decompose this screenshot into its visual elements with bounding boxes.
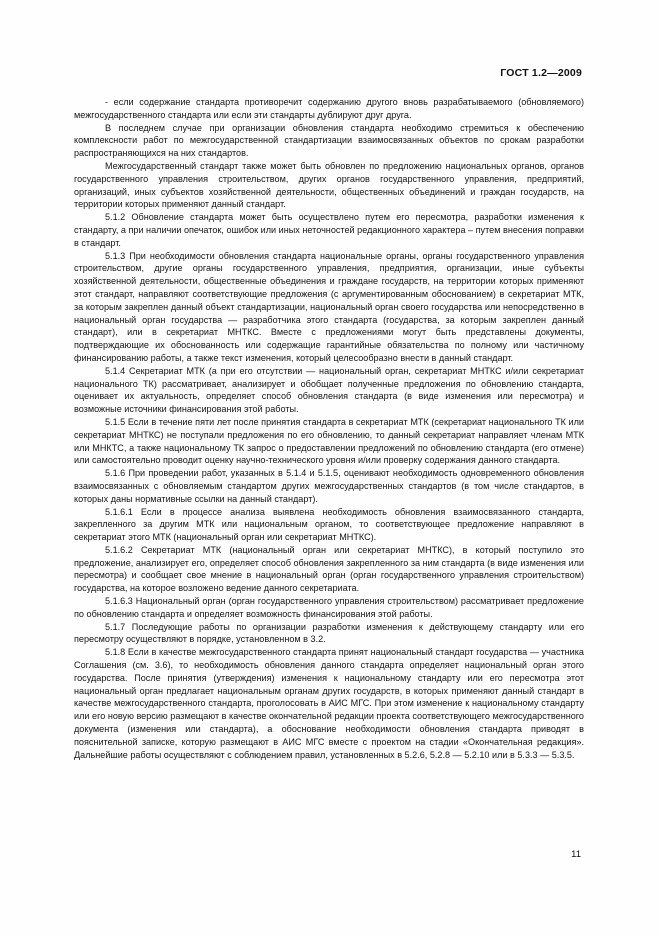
clause-5-1-3: 5.1.3 При необходимости обновления стандарта национальные органы, органы государственного управления строительством, другие органы государственного управления, предприятия, организации, иные субъекты хозяйственной деятельности, общественные объединения и граждане государств, на территории которых применяют этот стандарт, направляют соответствующие предложения (с аргументированным обоснованием) в секретариат МТК, за которым закреплен данный объект стандартизации, национальный орган своего государства или непосредственно в национальный орган государства — разработчика этого стандарта (государства, за которым закреплен данный стандарт), или в секретариат МНТКС. Вместе с предложениями могут быть представлены документы, подтверждающие их обоснованность или содержащие гарантийные обязательства по полному или частичному финансированию работы, а также текст изменения, который целесообразно внести в данный стандарт. <box>74 250 584 363</box>
paragraph: В последнем случае при организации обновления стандарта необходимо стремиться к обеспечению комплексности работ по межгосударственной стандартизации взаимосвязанных объектов по срокам разработки распространяющихся на них стандартов. <box>74 122 584 159</box>
paragraph: Межгосударственный стандарт также может быть обновлен по предложению национальных органов, органов государственного управления строительством, других органов государственного управления, предприятий, организаций, иных субъектов хозяйственной деятельности, общественных объединений и граждан государств, на территории которых применяют данный стандарт. <box>74 160 584 210</box>
clause-5-1-2: 5.1.2 Обновление стандарта может быть осуществлено путем его пересмотра, разработки изменения к стандарту, а при наличии опечаток, ошибок или иных неточностей редакционного характера – путем внесения поправки в стандарт. <box>74 212 584 248</box>
clause-5-1-4: 5.1.4 Секретариат МТК (а при его отсутствии — национальный орган, секретариат МНТКС и/или секретариат национального ТК) рассматривает, анализирует и обобщает полученные предложения по обновлению стандарта, оценивает их актуальность, определяет способ обновления стандарта (в виде изменения или пересмотра) и возможные источники финансирования этой работы. <box>74 365 584 415</box>
clause-5-1-6: 5.1.6 При проведении работ, указанных в 5.1.4 и 5.1.5, оценивают необходимость одновременного обновления взаимосвязанных с обновляемым стандартом других межгосударственных стандартов (в том числе стандартов, в которых даны нормативные ссылки на данный стандарт). <box>74 468 584 504</box>
clause-5-1-7: 5.1.7 Последующие работы по организации разработки изменения к действующему стандарту или его пересмотру осуществляют в порядке, установленном в 3.2. <box>74 621 584 645</box>
document-header: ГОСТ 1.2—2009 <box>500 67 582 79</box>
document-body <box>74 96 584 761</box>
clause-5-1-8: 5.1.8 Если в качестве межгосударственного стандарта принят национальный стандарт государства — участника Соглашения (см. 3.6), то необходимость обновления данного стандарта определяет национальный орган этого государства. После принятия (утверждения) изменения к национальному стандарту или его пересмотра этот национальный орган предлагает национальным органам других государств, в которых применяют данный стандарт в качестве межгосударственного стандарта, проголосовать в АИС МГС. При этом изменение к национальному стандарту или его новую версию размещают в качестве окончательной редакции проекта соответствующего межгосударственного документа (изменения или стандарта), а обоснование необходимости обновления стандарта приводят в пояснительной записке, которую размещают в АИС МГС вместе с проектом на стадии «Окончательная редакция». Дальнейшие работы осуществляют с соблюдением правил, установленных в 5.2.6, 5.2.8 — 5.2.10 или в 5.3.3 — 5.3.5. <box>74 647 584 760</box>
clause-5-1-6-3: 5.1.6.3 Национальный орган (орган государственного управления строительством) рассматривает предложение по обновлению стандарта и определяет возможность финансирования этой работы. <box>74 596 584 619</box>
clause-5-1-6-2: 5.1.6.2 Секретариат МТК (национальный орган или секретариат МНТКС), в который поступило это предложение, анализирует его, определяет способ обновления закрепленного за ним стандарта (в виде изменения или пересмотра) и сообщает свое мнение в национальный орган (орган государственного управления строительством) государства, на которое возложено ведение данного секретариата. <box>74 544 584 594</box>
paragraph-dash-item: - если содержание стандарта противоречит содержанию другого вновь разрабатываемого (обновляемого) межгосударственного стандарта или если эти стандарты дублируют друг друга. <box>74 97 584 120</box>
clause-5-1-6-1: 5.1.6.1 Если в процессе анализа выявлена необходимость обновления взаимосвязанного стандарта, закрепленного за другим МТК или национальным органом, то соответствующее предложение направляют в секретариат этого МТК (национальный орган или секретариат МНТКС). <box>74 506 584 543</box>
clause-5-1-5: 5.1.5 Если в течение пяти лет после принятия стандарта в секретариат МТК (секретариат национального ТК или секретариат МНТКС) не поступали предложения по его обновлению, то данный секретариат направляет членам МТК или МНКТС, а также национальному ТК запрос о предоставлении предложений по обновлению стандарта (его отмене) или самостоятельно проводит оценку научно-технического уровня и/или проверку содержания данного стандарта. <box>74 416 584 466</box>
page-number: 11 <box>571 849 581 860</box>
